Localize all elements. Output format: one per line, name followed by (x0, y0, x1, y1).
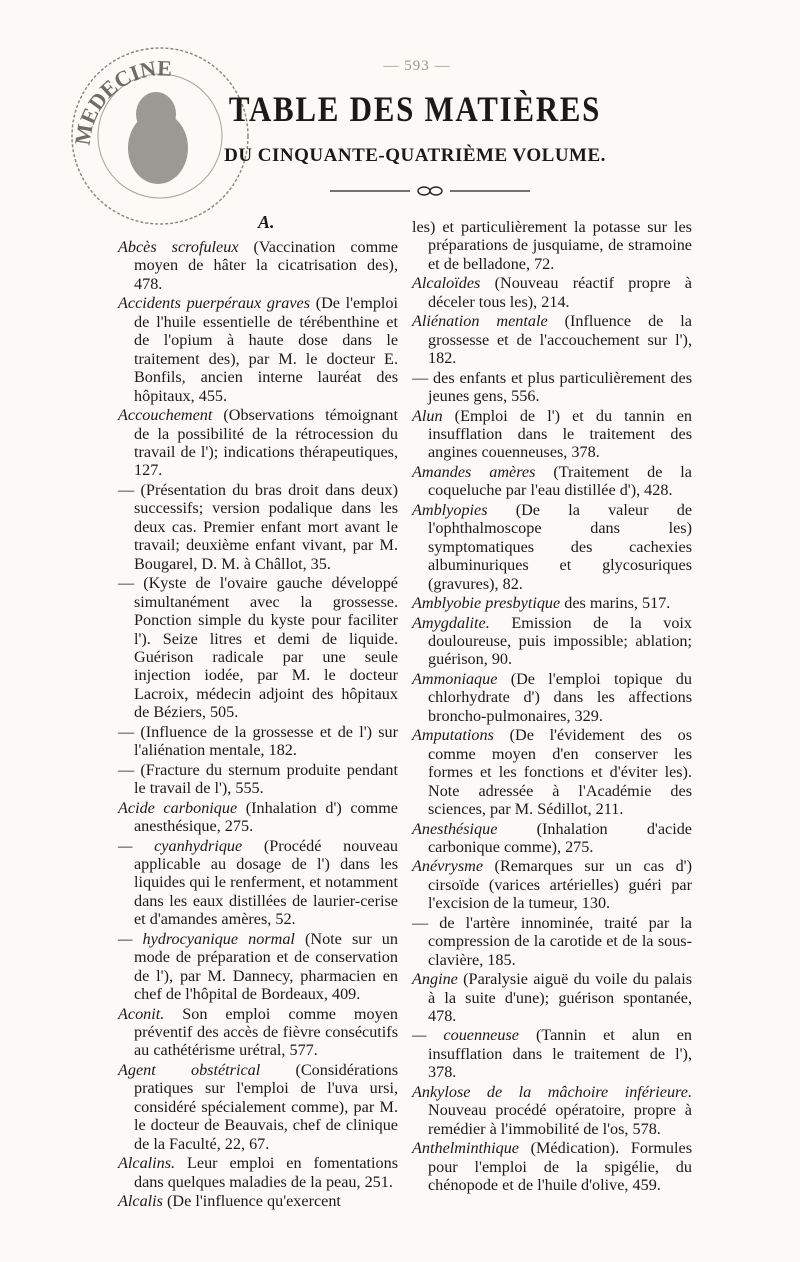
index-entry: Alun (Emploi de l') et du tannin en insufflation dans le traitement des angines couenneuses, 378. (412, 406, 692, 462)
index-entry: Ammoniaque (De l'emploi topique du chlorhydrate d') dans les affections broncho-pulmonaires, 329. (412, 669, 692, 725)
index-entry: Alcalins. Leur emploi en fomentations dans quelques maladies de la peau, 251. (118, 1154, 398, 1191)
index-entry: — des enfants et plus particulièrement des jeunes gens, 556. (412, 368, 692, 406)
index-entry: Acide carbonique (Inhalation d') comme anesthésique, 275. (118, 798, 398, 836)
index-entry: — couenneuse (Tannin et alun en insufflation dans le traitement de l'), 378. (412, 1026, 692, 1082)
index-entry: Angine (Paralysie aiguë du voile du palais à la suite d'une); guérison spontanée, 478. (412, 970, 692, 1026)
section-letter: A. (258, 212, 275, 232)
index-entry: Aliénation mentale (Influence de la grossesse et de l'accouchement sur l'), 182. (412, 312, 692, 368)
index-entry: Amblyopies (De la valeur de l'ophthalmoscope dans les) symptomatiques des cachexies albuminuriques et glycosuriques (gravures), 82. (412, 500, 692, 593)
index-entry: Amygdalite. Emission de la voix douloureuse, puis impossible; ablation; guérison, 90. (412, 613, 692, 669)
index-entry: Amputations (De l'évidement des os comme moyen d'en conserver les formes et les fonctions et d'éviter les). Note adressée à l'Académie des sciences, par M. Sédillot, 211. (412, 726, 692, 819)
index-entry: — (Influence de la grossesse et de l') sur l'aliénation mentale, 182. (118, 722, 398, 760)
page-subtitle: DU CINQUANTE-QUATRIÈME VOLUME. (224, 145, 606, 166)
index-entry: Alcalis (De l'influence qu'exercent (118, 1192, 341, 1211)
ornament-divider (320, 184, 540, 198)
index-entry: Ankylose de la mâchoire inférieure. Nouveau procédé opératoire, propre à remédier à l'immobilité de l'os, 578. (412, 1082, 692, 1138)
index-entry: — hydrocyanique normal (Note sur un mode de préparation et de conservation de l'), par M. Dannecy, pharmacien en chef de l'hôpital de Bordeaux, 409. (118, 929, 398, 1004)
index-entry: Aconit. Son emploi comme moyen préventif des accès de fièvre consécutifs au cathétérisme urétral, 577. (118, 1004, 398, 1060)
stamp-text: MEDECINE (69, 55, 173, 147)
right-column (412, 218, 692, 1196)
index-entry: Anévrysme (Remarques sur un cas d') cirsoïde (varices artérielles) guéri par l'excision de la tumeur, 130. (412, 857, 692, 913)
index-entry: Alcaloïdes (Nouveau réactif propre à déceler tous les), 214. (412, 274, 692, 311)
index-entry: Anthelminthique (Médication). Formules pour l'emploi de la spigélie, du chénopode et de l'huile d'olive, 459. (412, 1139, 692, 1195)
index-entry: Abcès scrofuleux (Vaccination comme moyen de hâter la cicatrisation des), 478. (118, 238, 398, 293)
index-entry: Amandes amères (Traitement de la coqueluche par l'eau distillée d'), 428. (412, 462, 692, 500)
index-entry: Accidents puerpéraux graves (De l'emploi de l'huile essentielle de térébenthine et de l'opium à haute dose dans le traitement des), par M. le docteur E. Bonfils, ancien interne lauréat des hôpitaux, 455. (118, 294, 398, 405)
page-number: — 593 — (383, 58, 451, 74)
index-entry: Amblyobie presbytique des marins, 517. (412, 594, 671, 613)
index-entry: — (Fracture du sternum produite pendant le travail de l'), 555. (118, 760, 398, 798)
index-entry: Agent obstétrical (Considérations pratiques sur l'emploi de l'uva ursi, considéré spécialement comme), par M. le docteur de Beauvais, chef de clinique de la Faculté, 22, 67. (118, 1060, 398, 1153)
index-entry: Anesthésique (Inhalation d'acide carbonique comme), 275. (412, 819, 692, 856)
index-entry: les) et particulièrement la potasse sur les préparations de jusquiame, de stramoine et de belladone, 72. (412, 218, 692, 273)
index-entry: — de l'artère innominée, traité par la compression de la carotide et de la sous-clavière, 185. (412, 913, 692, 969)
index-entry: — cyanhydrique (Procédé nouveau applicable au dosage de l') dans les liquides qui le renferment, et notamment dans les eaux distillées de laurier-cerise et d'amandes amères, 52. (118, 836, 398, 929)
library-stamp (60, 36, 260, 236)
left-column (118, 238, 398, 1212)
index-entry: Accouchement (Observations témoignant de la possibilité de la rétrocession du travail de l'); indications thérapeutiques, 127. (118, 406, 398, 480)
index-entry: — (Kyste de l'ovaire gauche développé simultanément avec la grossesse. Ponction simple du kyste pour faciliter l'). Seize litres et demi de liquide. Guérison radicale par une seule injection iodée, par M. le docteur Lacroix, médecin adjoint des hôpitaux de Béziers, 505. (118, 574, 398, 722)
page-title: TABLE DES MATIÈRES (228, 89, 602, 129)
index-entry: — (Présentation du bras droit dans deux) successifs; version podalique dans les deux cas. Premier enfant mort avant le travail; deuxième enfant vivant, par M. Bougarel, D. M. à Châllot, 35. (118, 480, 398, 573)
